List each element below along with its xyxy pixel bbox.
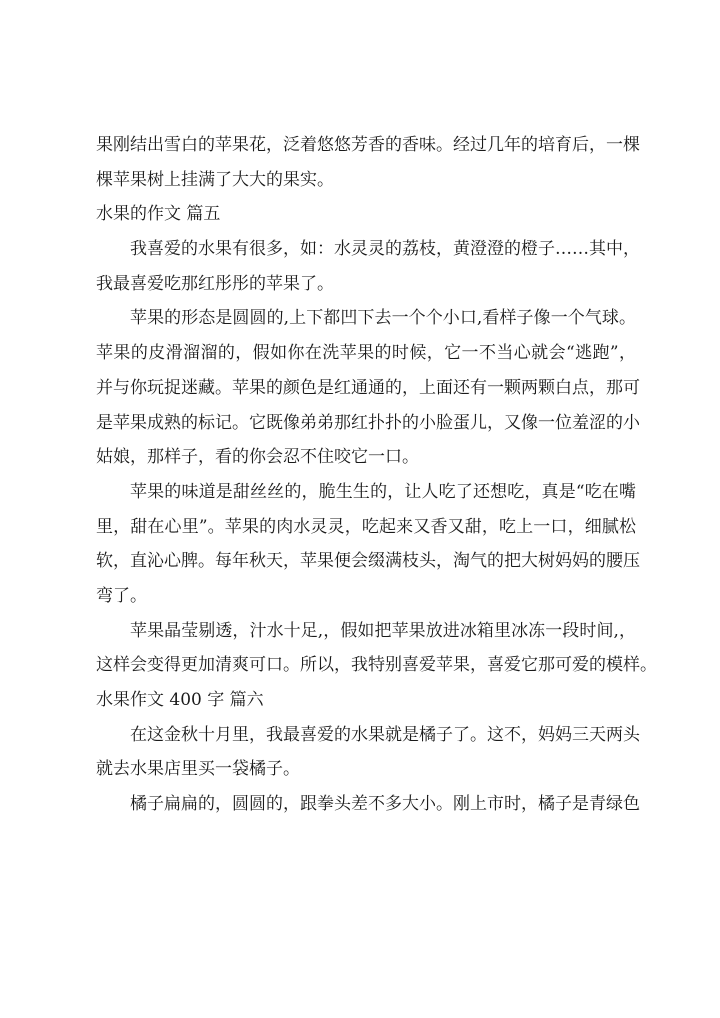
line-text: 就去水果店里买一袋橘子。 bbox=[96, 759, 300, 780]
text-line bbox=[96, 510, 636, 545]
text-line bbox=[96, 579, 636, 614]
section-heading bbox=[96, 683, 636, 718]
text-line bbox=[96, 544, 640, 579]
text-line bbox=[96, 128, 640, 163]
line-text: 姑娘，那样子，看的你会忍不住咬它一口。 bbox=[96, 447, 419, 468]
text-line bbox=[96, 371, 640, 406]
line-text: 我最喜爱吃那红彤彤的苹果了。 bbox=[96, 273, 334, 294]
section-heading bbox=[96, 197, 636, 232]
document-body bbox=[96, 128, 657, 822]
text-line bbox=[96, 301, 636, 336]
line-text: 软，直沁心脾。每年秋天，苹果便会缀满枝头，淘气的把大树妈妈的腰压 bbox=[96, 551, 640, 572]
line-text: 果刚结出雪白的苹果花，泛着悠悠芳香的香味。经过几年的培育后，一棵 bbox=[96, 135, 640, 155]
text-line bbox=[96, 336, 636, 371]
line-text: 这样会变得更加清爽可口。所以，我特别喜爱苹果，喜爱它那可爱的模样。 bbox=[96, 655, 657, 676]
text-line bbox=[96, 787, 640, 822]
line-text: 苹果的味道是甜丝丝的，脆生生的，让人吃了还想吃，真是“吃在嘴 bbox=[130, 481, 636, 502]
text-line bbox=[96, 614, 636, 649]
text-line bbox=[96, 440, 636, 475]
line-text: 里，甜在心里”。苹果的肉水灵灵，吃起来又香又甜，吃上一口，细腻松 bbox=[96, 516, 636, 537]
heading-text: 水果作文 400 字 篇六 bbox=[96, 690, 264, 710]
line-text: 橘子扁扁的，圆圆的，跟拳头差不多大小。刚上市时，橘子是青绿色 bbox=[130, 794, 640, 815]
text-line bbox=[96, 648, 657, 683]
line-text: 我喜爱的水果有很多，如：水灵灵的荔枝，黄澄澄的橙子……其中， bbox=[130, 239, 640, 260]
text-line bbox=[96, 406, 640, 441]
line-text: 苹果的皮滑溜溜的，假如你在洗苹果的时候，它一不当心就会“逃跑”， bbox=[96, 343, 636, 364]
line-text: 是苹果成熟的标记。它既像弟弟那红扑扑的小脸蛋儿，又像一位羞涩的小 bbox=[96, 412, 640, 433]
line-text: 苹果的形态是圆圆的,上下都凹下去一个个小口,看样子像一个气球。 bbox=[130, 308, 636, 329]
text-line bbox=[96, 752, 636, 787]
text-line bbox=[96, 232, 640, 267]
line-text: 苹果晶莹剔透，汁水十足,，假如把苹果放进冰箱里冰冻一段时间,， bbox=[130, 620, 636, 641]
text-line bbox=[96, 475, 636, 510]
line-text: 棵苹果树上挂满了大大的果实。 bbox=[96, 169, 334, 190]
text-line bbox=[96, 718, 640, 753]
line-text: 弯了。 bbox=[96, 585, 147, 606]
text-line bbox=[96, 267, 636, 302]
text-line bbox=[96, 163, 636, 198]
line-text: 并与你玩捉迷藏。苹果的颜色是红通通的，上面还有一颗两颗白点，那可 bbox=[96, 377, 640, 398]
heading-text: 水果的作文 篇五 bbox=[96, 204, 221, 225]
line-text: 在这金秋十月里，我最喜爱的水果就是橘子了。这不，妈妈三天两头 bbox=[130, 724, 640, 745]
